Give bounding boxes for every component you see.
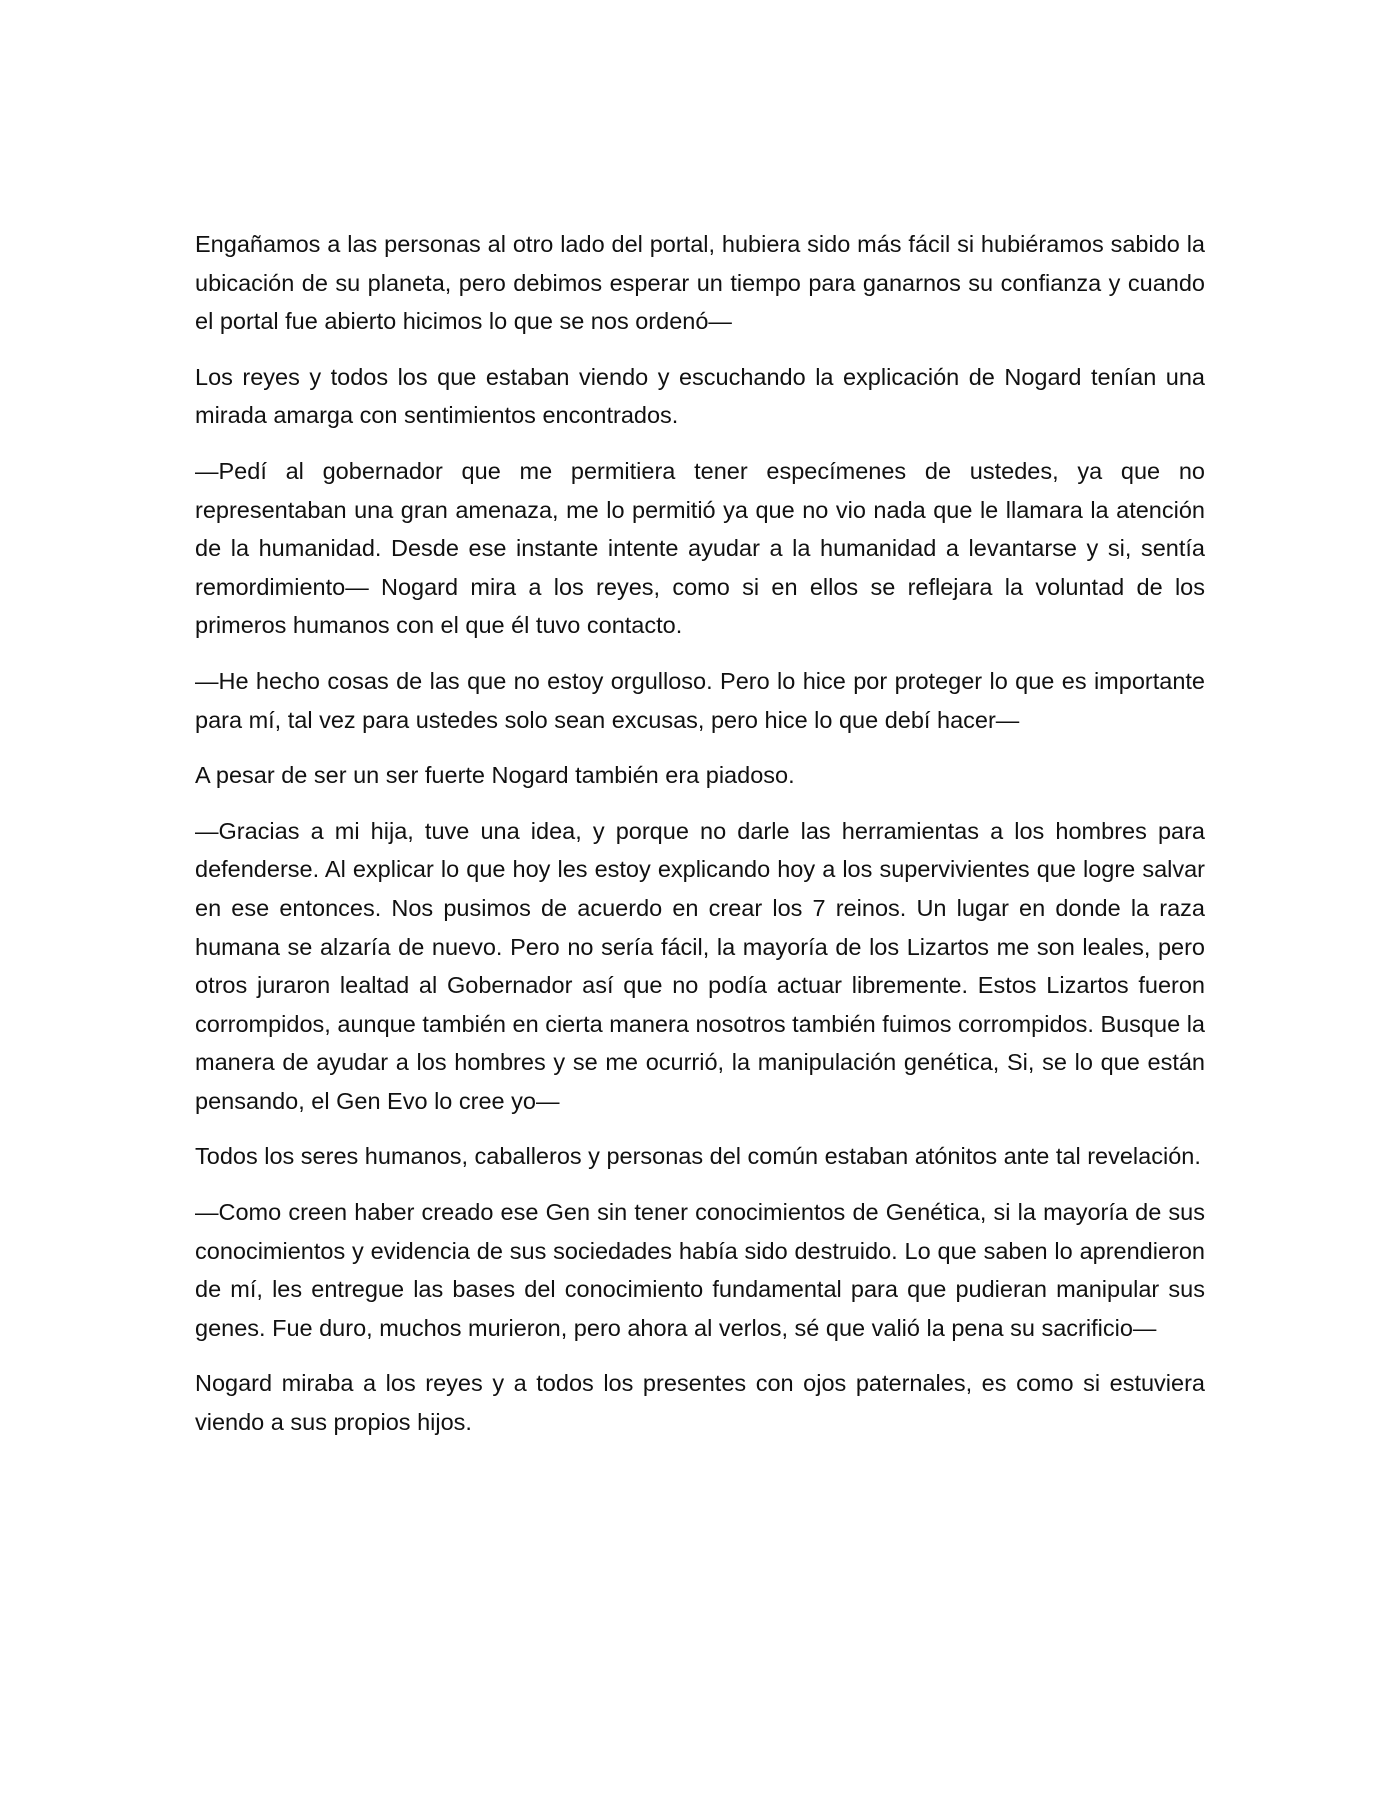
document-body: [195, 225, 1205, 1459]
paragraph-5: A pesar de ser un ser fuerte Nogard también era piadoso.: [195, 762, 795, 789]
paragraph-4: —He hecho cosas de las que no estoy orgulloso. Pero lo hice por proteger lo que es importante para mí, tal vez para ustedes solo sean excusas, pero hice lo que debí hacer—: [195, 667, 1205, 733]
paragraph-7: Todos los seres humanos, caballeros y personas del común estaban atónitos ante tal revelación.: [195, 1143, 1201, 1170]
paragraph-8: —Como creen haber creado ese Gen sin tener conocimientos de Genética, si la mayoría de sus conocimientos y evidencia de sus sociedades había sido destruido. Lo que saben lo aprendieron de mí, les entregue las bases del conocimiento fundamental para que pudieran manipular sus genes. Fue duro, muchos murieron, pero ahora al verlos, sé que valió la pena su sacrificio—: [195, 1199, 1205, 1341]
paragraph-6: —Gracias a mi hija, tuve una idea, y porque no darle las herramientas a los hombres para defenderse. Al explicar lo que hoy les estoy explicando hoy a los supervivientes que logre salvar en ese entonces. Nos pusimos de acuerdo en crear los 7 reinos. Un lugar en donde la raza humana se alzaría de nuevo. Pero no sería fácil, la mayoría de los Lizartos me son leales, pero otros juraron lealtad al Gobernador así que no podía actuar libremente. Estos Lizartos fueron corrompidos, aunque también en cierta manera nosotros también fuimos corrompidos. Busque la manera de ayudar a los hombres y se me ocurrió, la manipulación genética, Si, se lo que están pensando, el Gen Evo lo cree yo—: [195, 817, 1205, 1114]
paragraph-2: Los reyes y todos los que estaban viendo y escuchando la explicación de Nogard tenían una mirada amarga con sentimientos encontrados.: [195, 363, 1205, 429]
paragraph-1: Engañamos a las personas al otro lado del portal, hubiera sido más fácil si hubiéramos sabido la ubicación de su planeta, pero debimos esperar un tiempo para ganarnos su confianza y cuando el portal fue abierto hicimos lo que se nos ordenó—: [195, 231, 1205, 335]
paragraph-9: Nogard miraba a los reyes y a todos los presentes con ojos paternales, es como si estuviera viendo a sus propios hijos.: [195, 1370, 1205, 1436]
paragraph-3: —Pedí al gobernador que me permitiera tener especímenes de ustedes, ya que no representaban una gran amenaza, me lo permitió ya que no vio nada que le llamara la atención de la humanidad. Desde ese instante intente ayudar a la humanidad a levantarse y si, sentía remordimiento— Nogard mira a los reyes, como si en ellos se reflejara la voluntad de los primeros humanos con el que él tuvo contacto.: [195, 457, 1205, 639]
